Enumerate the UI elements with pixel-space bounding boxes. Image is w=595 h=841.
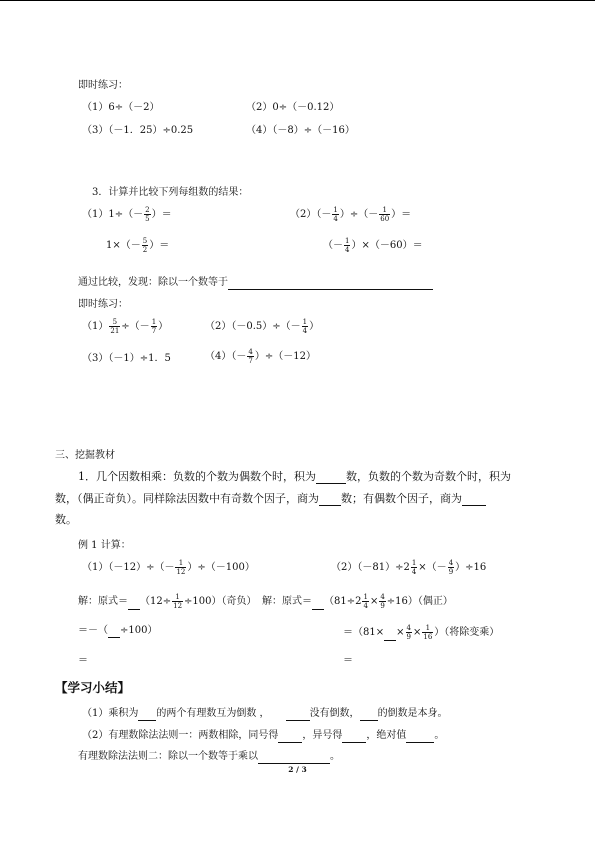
fraction: $\frac{1}{4}$ xyxy=(333,206,338,223)
practice1-q1: （1）6÷（－2） xyxy=(82,102,160,113)
fraction: $\frac{5}{2}$ xyxy=(142,237,148,254)
summary-line2: （2）有理数除法法则一：两数相除，同号得 ，异号得 ，绝对值 。 xyxy=(82,730,445,741)
practice1-heading: 即时练习： xyxy=(78,80,128,91)
solution1-step: ＝－（ ÷100） xyxy=(78,625,158,636)
compare-b2: （－ $\frac{1}{4}$ ）×（－60）＝ xyxy=(323,237,423,254)
answer-blank xyxy=(286,709,310,721)
fraction: $\frac{4}{7}$ xyxy=(248,348,253,365)
answer-blank xyxy=(138,709,156,721)
page-number: 2 / 3 xyxy=(288,765,307,774)
fraction: $\frac{4}{9}$ xyxy=(448,559,454,576)
summary-line3: 有理数除法法则二：除以一个数等于乘以 。 xyxy=(78,751,340,762)
compare-a2: 1×（－ $\frac{5}{2}$ ）＝ xyxy=(106,237,170,254)
answer-blank xyxy=(462,494,486,506)
section3-line3: 数。 xyxy=(55,513,77,526)
example-heading: 例 1 计算： xyxy=(78,540,131,551)
answer-blank xyxy=(316,472,346,484)
practice2-heading: 即时练习： xyxy=(78,299,128,310)
fraction: $\frac{4}{9}$ xyxy=(380,593,385,610)
practice1-q4: （4）（－8）÷（－16） xyxy=(246,125,355,136)
section3-heading: 三、挖掘教材 xyxy=(55,450,115,461)
practice1-q3: （3）（－1．25）÷0.25 xyxy=(82,125,194,136)
compare-a1: （1）1÷（－ $\frac{2}{5}$ ）＝ xyxy=(82,206,172,223)
solution2: 解：原式＝ （81÷2 $\frac{1}{4}$ × $\frac{4}{9}$ ÷16）（偶正） xyxy=(262,593,453,610)
example-q1: （1）（－12）÷（－ $\frac{1}{12}$ ）÷（－100） xyxy=(82,559,255,576)
compare-b1: （2）（－ $\frac{1}{4}$ ）÷（－ $\frac{1}{60}$ ）＝ xyxy=(290,206,412,223)
header-rule xyxy=(0,0,595,1)
answer-blank xyxy=(384,629,396,641)
fraction: $\frac{1}{12}$ xyxy=(176,559,186,576)
solution1: 解：原式＝ （12÷ $\frac{1}{12}$ ÷100）（奇负） xyxy=(78,593,257,610)
summary-line1: （1）乘积为 的两个有理数互为倒数 ， 没有倒数， 的倒数是本身。 xyxy=(82,708,448,719)
practice2-q2: （2）（－0.5）÷（－ $\frac{1}{4}$ ） xyxy=(205,318,320,335)
fraction: $\frac{5}{21}$ xyxy=(110,318,120,335)
compare-heading: 3．计算并比较下列每组数的结果： xyxy=(92,187,249,198)
summary-heading: 【学习小结】 xyxy=(55,680,131,695)
answer-blank xyxy=(312,598,324,610)
section3-line1: 1．几个因数相乘：负数的个数为偶数个时，积为 数，负数的个数为奇数个时，积为 xyxy=(78,470,511,483)
solution1-result: ＝ xyxy=(78,655,88,666)
fraction: $\frac{1}{4}$ xyxy=(302,318,308,335)
answer-blank xyxy=(108,626,120,638)
answer-blank xyxy=(228,278,433,290)
answer-blank xyxy=(319,494,341,506)
answer-blank xyxy=(278,731,302,743)
answer-blank xyxy=(128,598,140,610)
answer-blank xyxy=(406,731,434,743)
fraction: $\frac{1}{4}$ xyxy=(411,559,417,576)
practice2-q3: （3）（－1）÷1．5 xyxy=(82,353,171,364)
practice2-q4: （4）（－ $\frac{4}{7}$ ）÷（－12） xyxy=(205,348,316,365)
answer-blank xyxy=(360,709,378,721)
solution2-step: ＝（81× × $\frac{4}{9}$ × $\frac{1}{16}$ ）（将除变乘） xyxy=(343,624,500,641)
fraction: $\frac{2}{5}$ xyxy=(145,206,150,223)
practice1-q2: （2）0÷（－0.12） xyxy=(246,102,340,113)
solution2-result: ＝ xyxy=(343,655,353,666)
answer-blank xyxy=(342,731,366,743)
fraction: $\frac{4}{9}$ xyxy=(406,624,411,641)
practice2-q1: （1） $\frac{5}{21}$ ÷（－ $\frac{1}{7}$ ） xyxy=(82,318,169,335)
compare-conclusion: 通过比较，发现：除以一个数等于 xyxy=(78,276,433,290)
fraction: $\frac{1}{7}$ xyxy=(151,318,157,335)
example-q2: （2）（－81）÷2 $\frac{1}{4}$ ×（－ $\frac{4}{9}$ ）÷16 xyxy=(331,559,487,576)
answer-blank xyxy=(258,752,330,764)
section3-line2: 数，（偶正奇负）。同样除法因数中有奇数个因子，商为 数；有偶数个因子，商为 xyxy=(55,492,486,506)
fraction: $\frac{1}{12}$ xyxy=(173,593,183,610)
fraction: $\frac{1}{4}$ xyxy=(363,593,368,610)
fraction: $\frac{1}{60}$ xyxy=(380,206,390,223)
fraction: $\frac{1}{4}$ xyxy=(345,237,350,254)
fraction: $\frac{1}{16}$ xyxy=(423,624,433,641)
